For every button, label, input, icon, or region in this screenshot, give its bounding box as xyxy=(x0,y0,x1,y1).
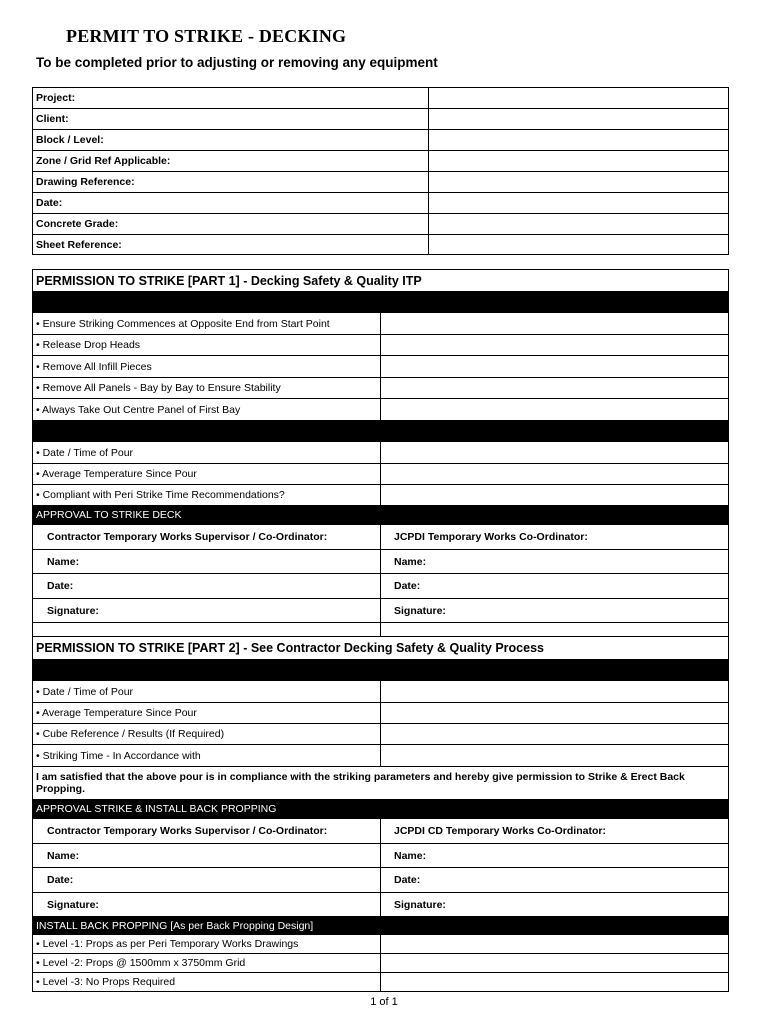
backprop-item: • Level -1: Props as per Peri Temporary Works Drawings xyxy=(33,935,381,954)
name-field[interactable]: Name: xyxy=(33,550,381,574)
check-field[interactable] xyxy=(381,485,729,506)
check-field[interactable] xyxy=(381,464,729,485)
name-field[interactable]: Name: xyxy=(381,844,729,868)
spacer-cell xyxy=(33,623,381,637)
check-field[interactable] xyxy=(381,703,729,724)
black-divider xyxy=(33,421,729,442)
info-value-field[interactable] xyxy=(428,214,728,235)
signature-field[interactable]: Signature: xyxy=(381,599,729,623)
check-field[interactable] xyxy=(381,335,729,356)
check-field[interactable] xyxy=(381,313,729,335)
left-role-label: Contractor Temporary Works Supervisor / Co-Ordinator: xyxy=(33,525,381,550)
approval-bar: APPROVAL TO STRIKE DECK xyxy=(33,506,729,525)
left-role-label: Contractor Temporary Works Supervisor / Co-Ordinator: xyxy=(33,819,381,844)
part2-heading: PERMISSION TO STRIKE [PART 2] - See Contractor Decking Safety & Quality Process xyxy=(33,637,729,660)
check-item: • Cube Reference / Results (If Required) xyxy=(33,724,381,745)
info-value-field[interactable] xyxy=(428,235,728,255)
check-field[interactable] xyxy=(381,681,729,703)
backprop-bar: INSTALL BACK PROPPING [As per Back Propping Design] xyxy=(33,917,381,935)
date-field[interactable]: Date: xyxy=(381,574,729,599)
date-field[interactable]: Date: xyxy=(33,574,381,599)
check-item: • Release Drop Heads xyxy=(33,335,381,356)
check-item: • Date / Time of Pour xyxy=(33,442,381,464)
backprop-field[interactable] xyxy=(381,954,729,973)
info-value-field[interactable] xyxy=(428,172,728,193)
check-field[interactable] xyxy=(381,724,729,745)
check-item: • Average Temperature Since Pour xyxy=(33,464,381,485)
signature-field[interactable]: Signature: xyxy=(381,893,729,917)
backprop-field[interactable] xyxy=(381,973,729,992)
right-role-label: JCPDI CD Temporary Works Co-Ordinator: xyxy=(381,819,729,844)
check-item: • Always Take Out Centre Panel of First Bay xyxy=(33,399,381,421)
signature-field[interactable]: Signature: xyxy=(33,599,381,623)
date-field[interactable]: Date: xyxy=(381,868,729,893)
check-item: • Date / Time of Pour xyxy=(33,681,381,703)
backprop-item: • Level -2: Props @ 1500mm x 3750mm Grid xyxy=(33,954,381,973)
page-subtitle: To be completed prior to adjusting or removing any equipment xyxy=(36,55,438,70)
info-label-concrete-grade: Concrete Grade: xyxy=(33,214,429,235)
project-info-table xyxy=(32,87,729,255)
signature-field[interactable]: Signature: xyxy=(33,893,381,917)
info-value-field[interactable] xyxy=(428,88,728,109)
info-label-client: Client: xyxy=(33,109,429,130)
page-title: PERMIT TO STRIKE - DECKING xyxy=(66,26,347,46)
info-label-block-level: Block / Level: xyxy=(33,130,429,151)
info-label-zone-grid: Zone / Grid Ref Applicable: xyxy=(33,151,429,172)
check-field[interactable] xyxy=(381,745,729,767)
info-label-project: Project: xyxy=(33,88,429,109)
info-value-field[interactable] xyxy=(428,151,728,172)
info-label-sheet-ref: Sheet Reference: xyxy=(33,235,429,255)
check-field[interactable] xyxy=(381,399,729,421)
check-field[interactable] xyxy=(381,378,729,399)
info-label-date: Date: xyxy=(33,193,429,214)
black-divider xyxy=(33,292,729,313)
check-field[interactable] xyxy=(381,356,729,378)
black-divider xyxy=(33,660,729,681)
page-number: 1 of 1 xyxy=(370,996,398,1008)
check-item: • Compliant with Peri Strike Time Recommendations? xyxy=(33,485,381,506)
spacer-cell xyxy=(381,623,729,637)
check-item: • Striking Time - In Accordance with xyxy=(33,745,381,767)
backprop-bar-right xyxy=(381,917,729,935)
approval-bar: APPROVAL STRIKE & INSTALL BACK PROPPING xyxy=(33,800,729,819)
permit-table xyxy=(32,269,729,992)
info-value-field[interactable] xyxy=(428,109,728,130)
check-field[interactable] xyxy=(381,442,729,464)
info-value-field[interactable] xyxy=(428,193,728,214)
info-value-field[interactable] xyxy=(428,130,728,151)
info-label-drawing-ref: Drawing Reference: xyxy=(33,172,429,193)
check-item: • Average Temperature Since Pour xyxy=(33,703,381,724)
backprop-item: • Level -3: No Props Required xyxy=(33,973,381,992)
date-field[interactable]: Date: xyxy=(33,868,381,893)
part1-heading: PERMISSION TO STRIKE [PART 1] - Decking Safety & Quality ITP xyxy=(33,270,729,292)
compliance-statement: I am satisfied that the above pour is in compliance with the striking parameters and hereby give permission to Strike & Erect Back Propping. xyxy=(33,767,729,800)
right-role-label: JCPDI Temporary Works Co-Ordinator: xyxy=(381,525,729,550)
backprop-field[interactable] xyxy=(381,935,729,954)
name-field[interactable]: Name: xyxy=(33,844,381,868)
check-item: • Ensure Striking Commences at Opposite End from Start Point xyxy=(33,313,381,335)
check-item: • Remove All Panels - Bay by Bay to Ensure Stability xyxy=(33,378,381,399)
name-field[interactable]: Name: xyxy=(381,550,729,574)
check-item: • Remove All Infill Pieces xyxy=(33,356,381,378)
